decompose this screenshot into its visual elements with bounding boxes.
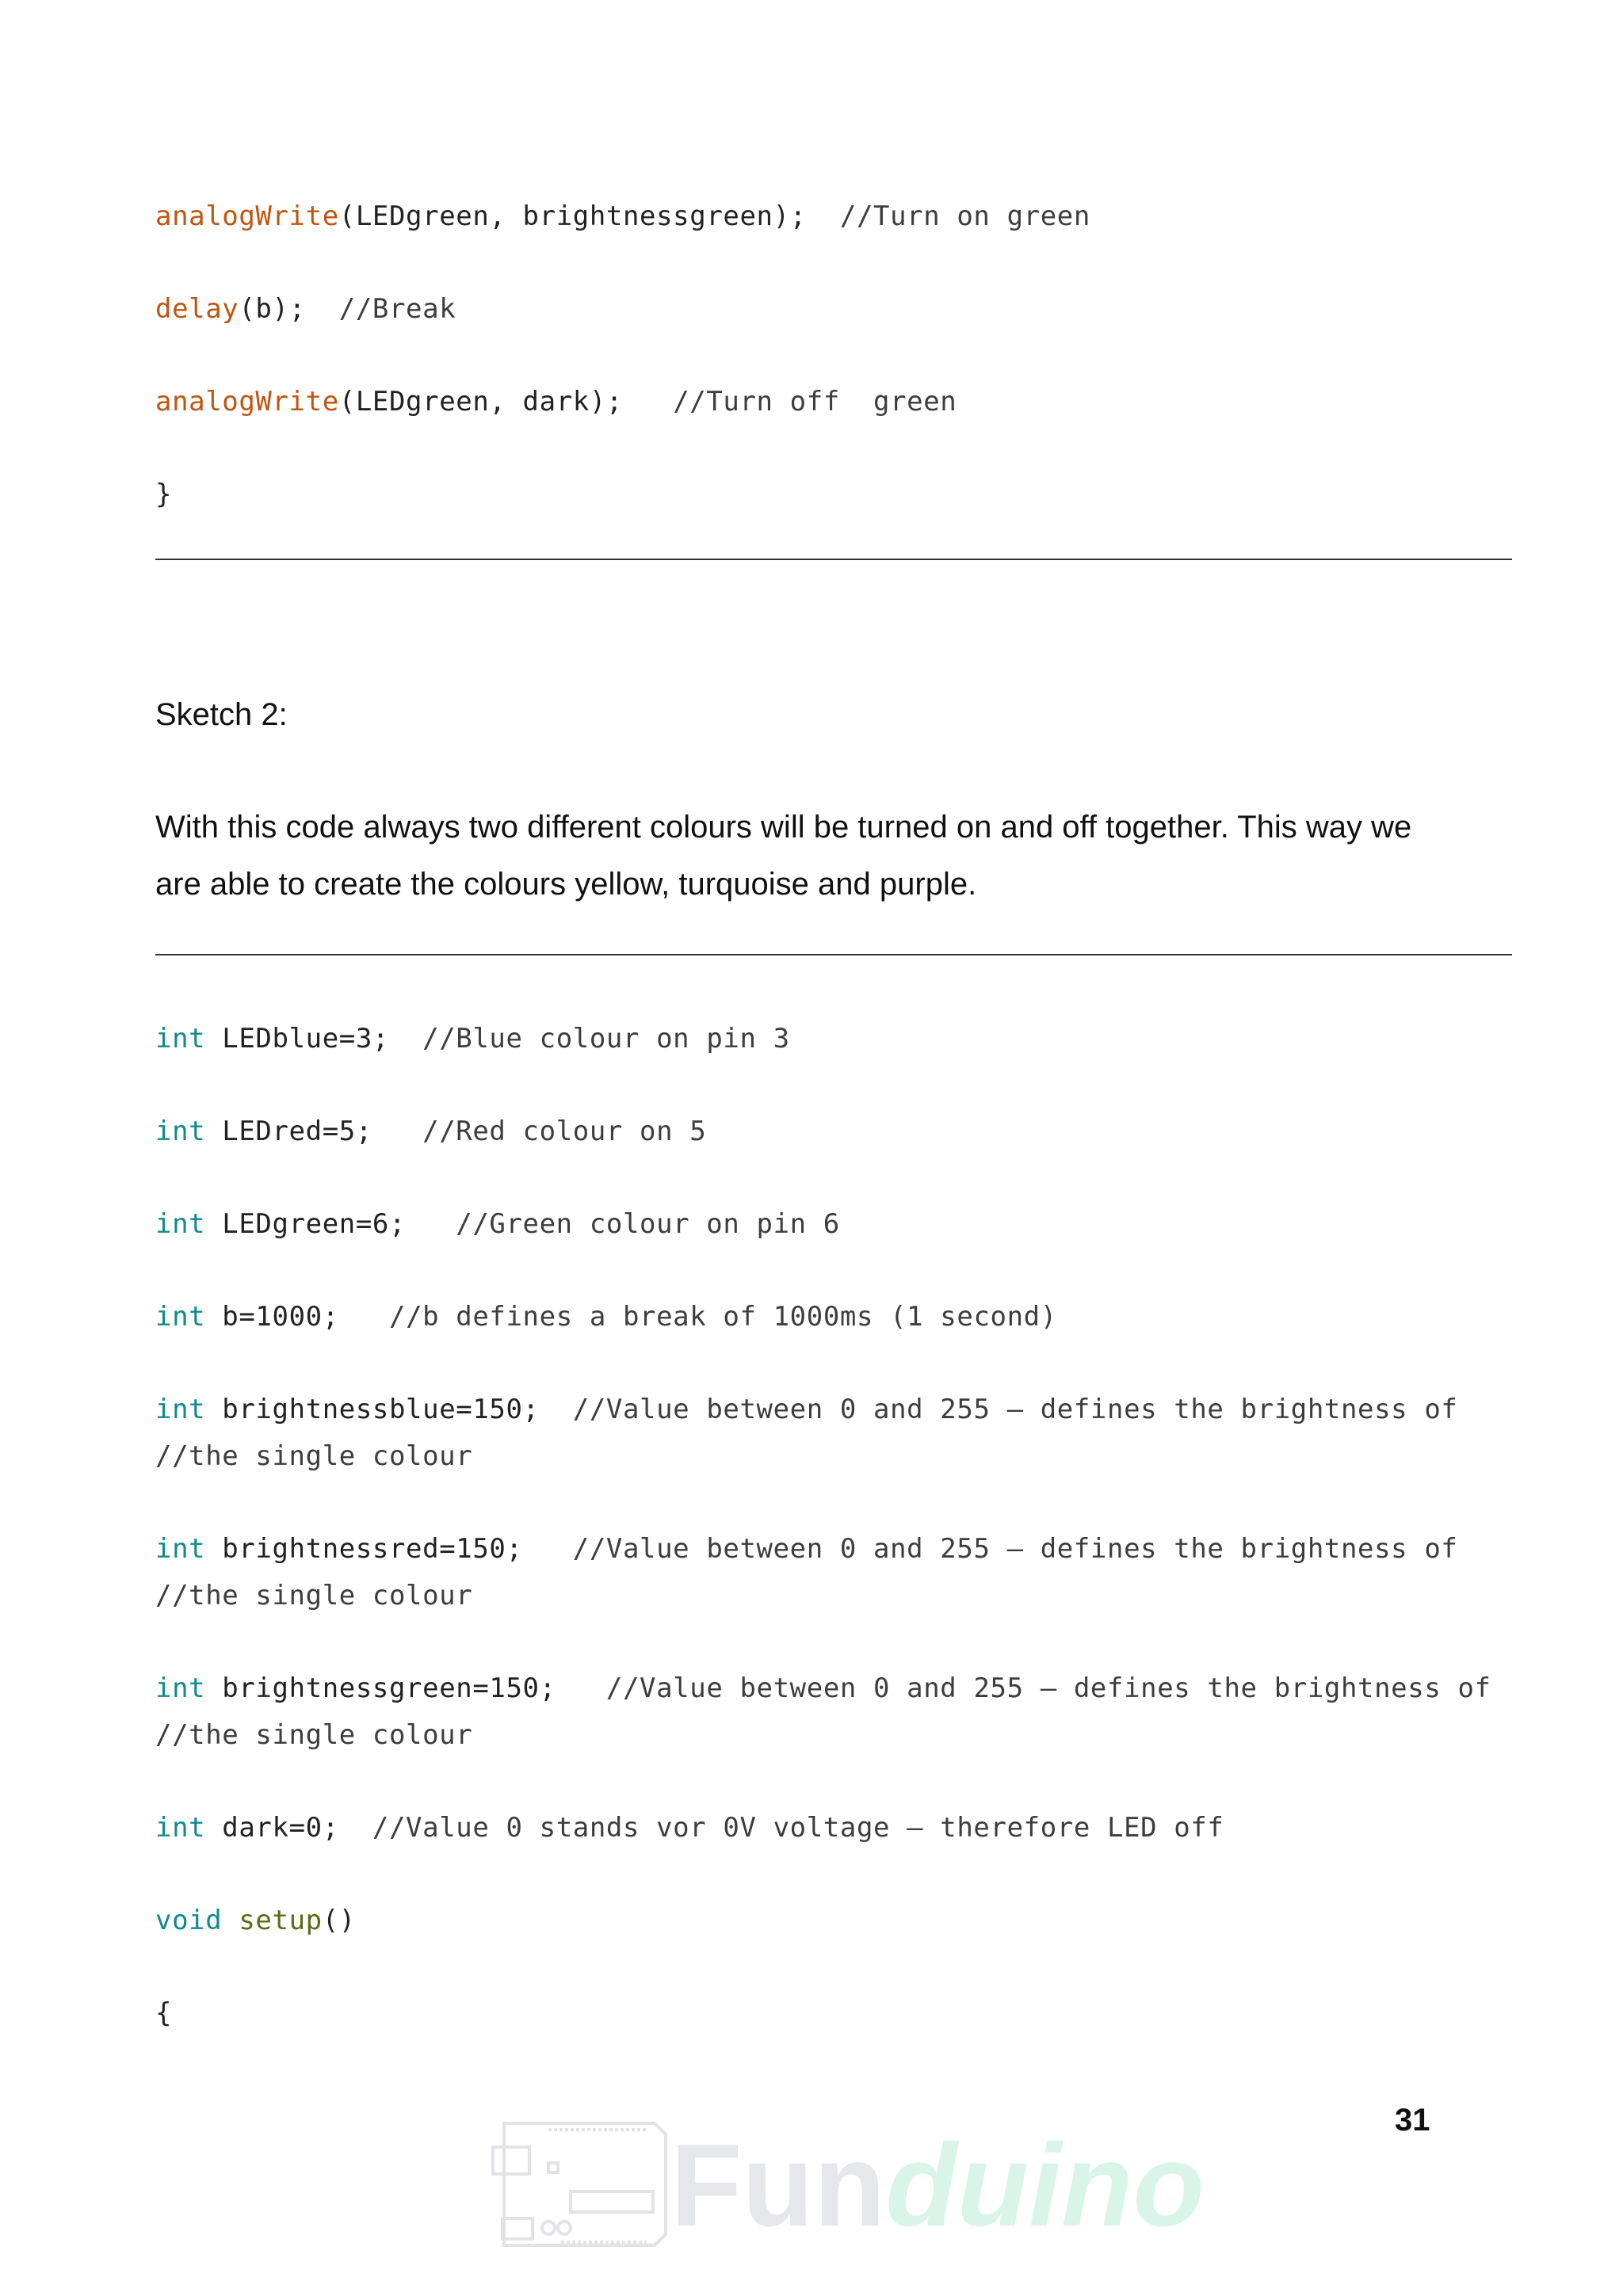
page-number: 31	[1395, 2103, 1430, 2138]
code-comment: //b defines a break of 1000ms (1 second)	[389, 1301, 1057, 1333]
code-line	[155, 1897, 356, 1943]
code-comment: //Green colour on pin 6	[456, 1208, 840, 1240]
intro-line: With this code always two different colours will be turned on and off together. This way we	[155, 810, 1412, 845]
code-function-name: setup	[239, 1905, 323, 1936]
code-text: brightnessgreen=150;	[205, 1672, 606, 1704]
code-comment: //Value 0 stands vor 0V voltage – therefore LED off	[372, 1812, 1224, 1844]
code-comment: //the single colour	[155, 1580, 473, 1611]
code-keyword: int	[155, 1023, 206, 1055]
code-text: brightnessred=150;	[205, 1533, 573, 1565]
code-comment: //the single colour	[155, 1440, 473, 1472]
code-line	[155, 1526, 1457, 1572]
code-line	[155, 1990, 172, 2036]
code-line	[155, 1712, 472, 1758]
horizontal-divider	[155, 559, 1512, 560]
code-comment: //Blue colour on pin 3	[422, 1023, 790, 1055]
code-comment: //the single colour	[155, 1719, 473, 1751]
watermark-duino: duino	[885, 2120, 1205, 2251]
code-keyword: int	[155, 1116, 206, 1147]
code-keyword: int	[155, 1812, 206, 1844]
code-line	[155, 1386, 1457, 1432]
code-text: LEDred=5;	[205, 1116, 423, 1147]
code-line	[155, 193, 1090, 239]
code-line	[155, 1294, 1057, 1340]
code-function-name: analogWrite	[155, 200, 339, 232]
code-text: (LEDgreen, dark);	[338, 386, 674, 418]
funduino-watermark	[488, 2115, 1205, 2258]
code-line	[155, 379, 957, 425]
code-text: ()	[322, 1905, 356, 1936]
code-function-name: analogWrite	[155, 386, 339, 418]
code-text: LEDblue=3;	[205, 1023, 423, 1055]
code-comment: //Turn on green	[839, 200, 1090, 232]
code-comment: //Value between 0 and 255 – defines the brightness of	[572, 1394, 1458, 1425]
code-text: LEDgreen=6;	[205, 1208, 456, 1240]
code-keyword: int	[155, 1208, 206, 1240]
code-line	[155, 1201, 840, 1247]
code-text: brightnessblue=150;	[205, 1394, 573, 1425]
code-text: (b);	[239, 293, 339, 325]
code-line	[155, 1016, 790, 1062]
code-text: }	[155, 479, 173, 510]
code-text: {	[155, 1997, 173, 2029]
code-text: b=1000;	[205, 1301, 389, 1333]
sketch-heading: Sketch 2:	[155, 697, 288, 732]
code-line	[155, 286, 456, 332]
code-line	[155, 1573, 472, 1619]
code-text: (LEDgreen, brightnessgreen);	[338, 200, 840, 232]
code-comment: //Red colour on 5	[422, 1116, 707, 1147]
watermark-fun: Fun	[670, 2120, 886, 2251]
watermark-text	[670, 2119, 1205, 2253]
code-line	[155, 471, 172, 517]
code-keyword: void	[155, 1905, 223, 1936]
code-comment: //Value between 0 and 255 – defines the brightness of	[572, 1533, 1458, 1565]
horizontal-divider	[155, 954, 1512, 955]
code-keyword: int	[155, 1301, 206, 1333]
code-text	[222, 1905, 239, 1936]
code-comment: //Break	[338, 293, 456, 325]
intro-line: are able to create the colours yellow, turquoise and purple.	[155, 867, 977, 902]
code-line	[155, 1805, 1224, 1851]
code-keyword: int	[155, 1533, 206, 1565]
code-line	[155, 1433, 472, 1479]
code-function-name: delay	[155, 293, 239, 325]
code-line	[155, 1108, 706, 1154]
code-keyword: int	[155, 1394, 206, 1425]
code-comment: //Turn off green	[673, 386, 957, 418]
arduino-board-icon	[488, 2115, 670, 2258]
code-text: dark=0;	[205, 1812, 372, 1844]
code-line	[155, 1665, 1491, 1711]
code-keyword: int	[155, 1672, 206, 1704]
code-comment: //Value between 0 and 255 – defines the brightness of	[605, 1672, 1491, 1704]
